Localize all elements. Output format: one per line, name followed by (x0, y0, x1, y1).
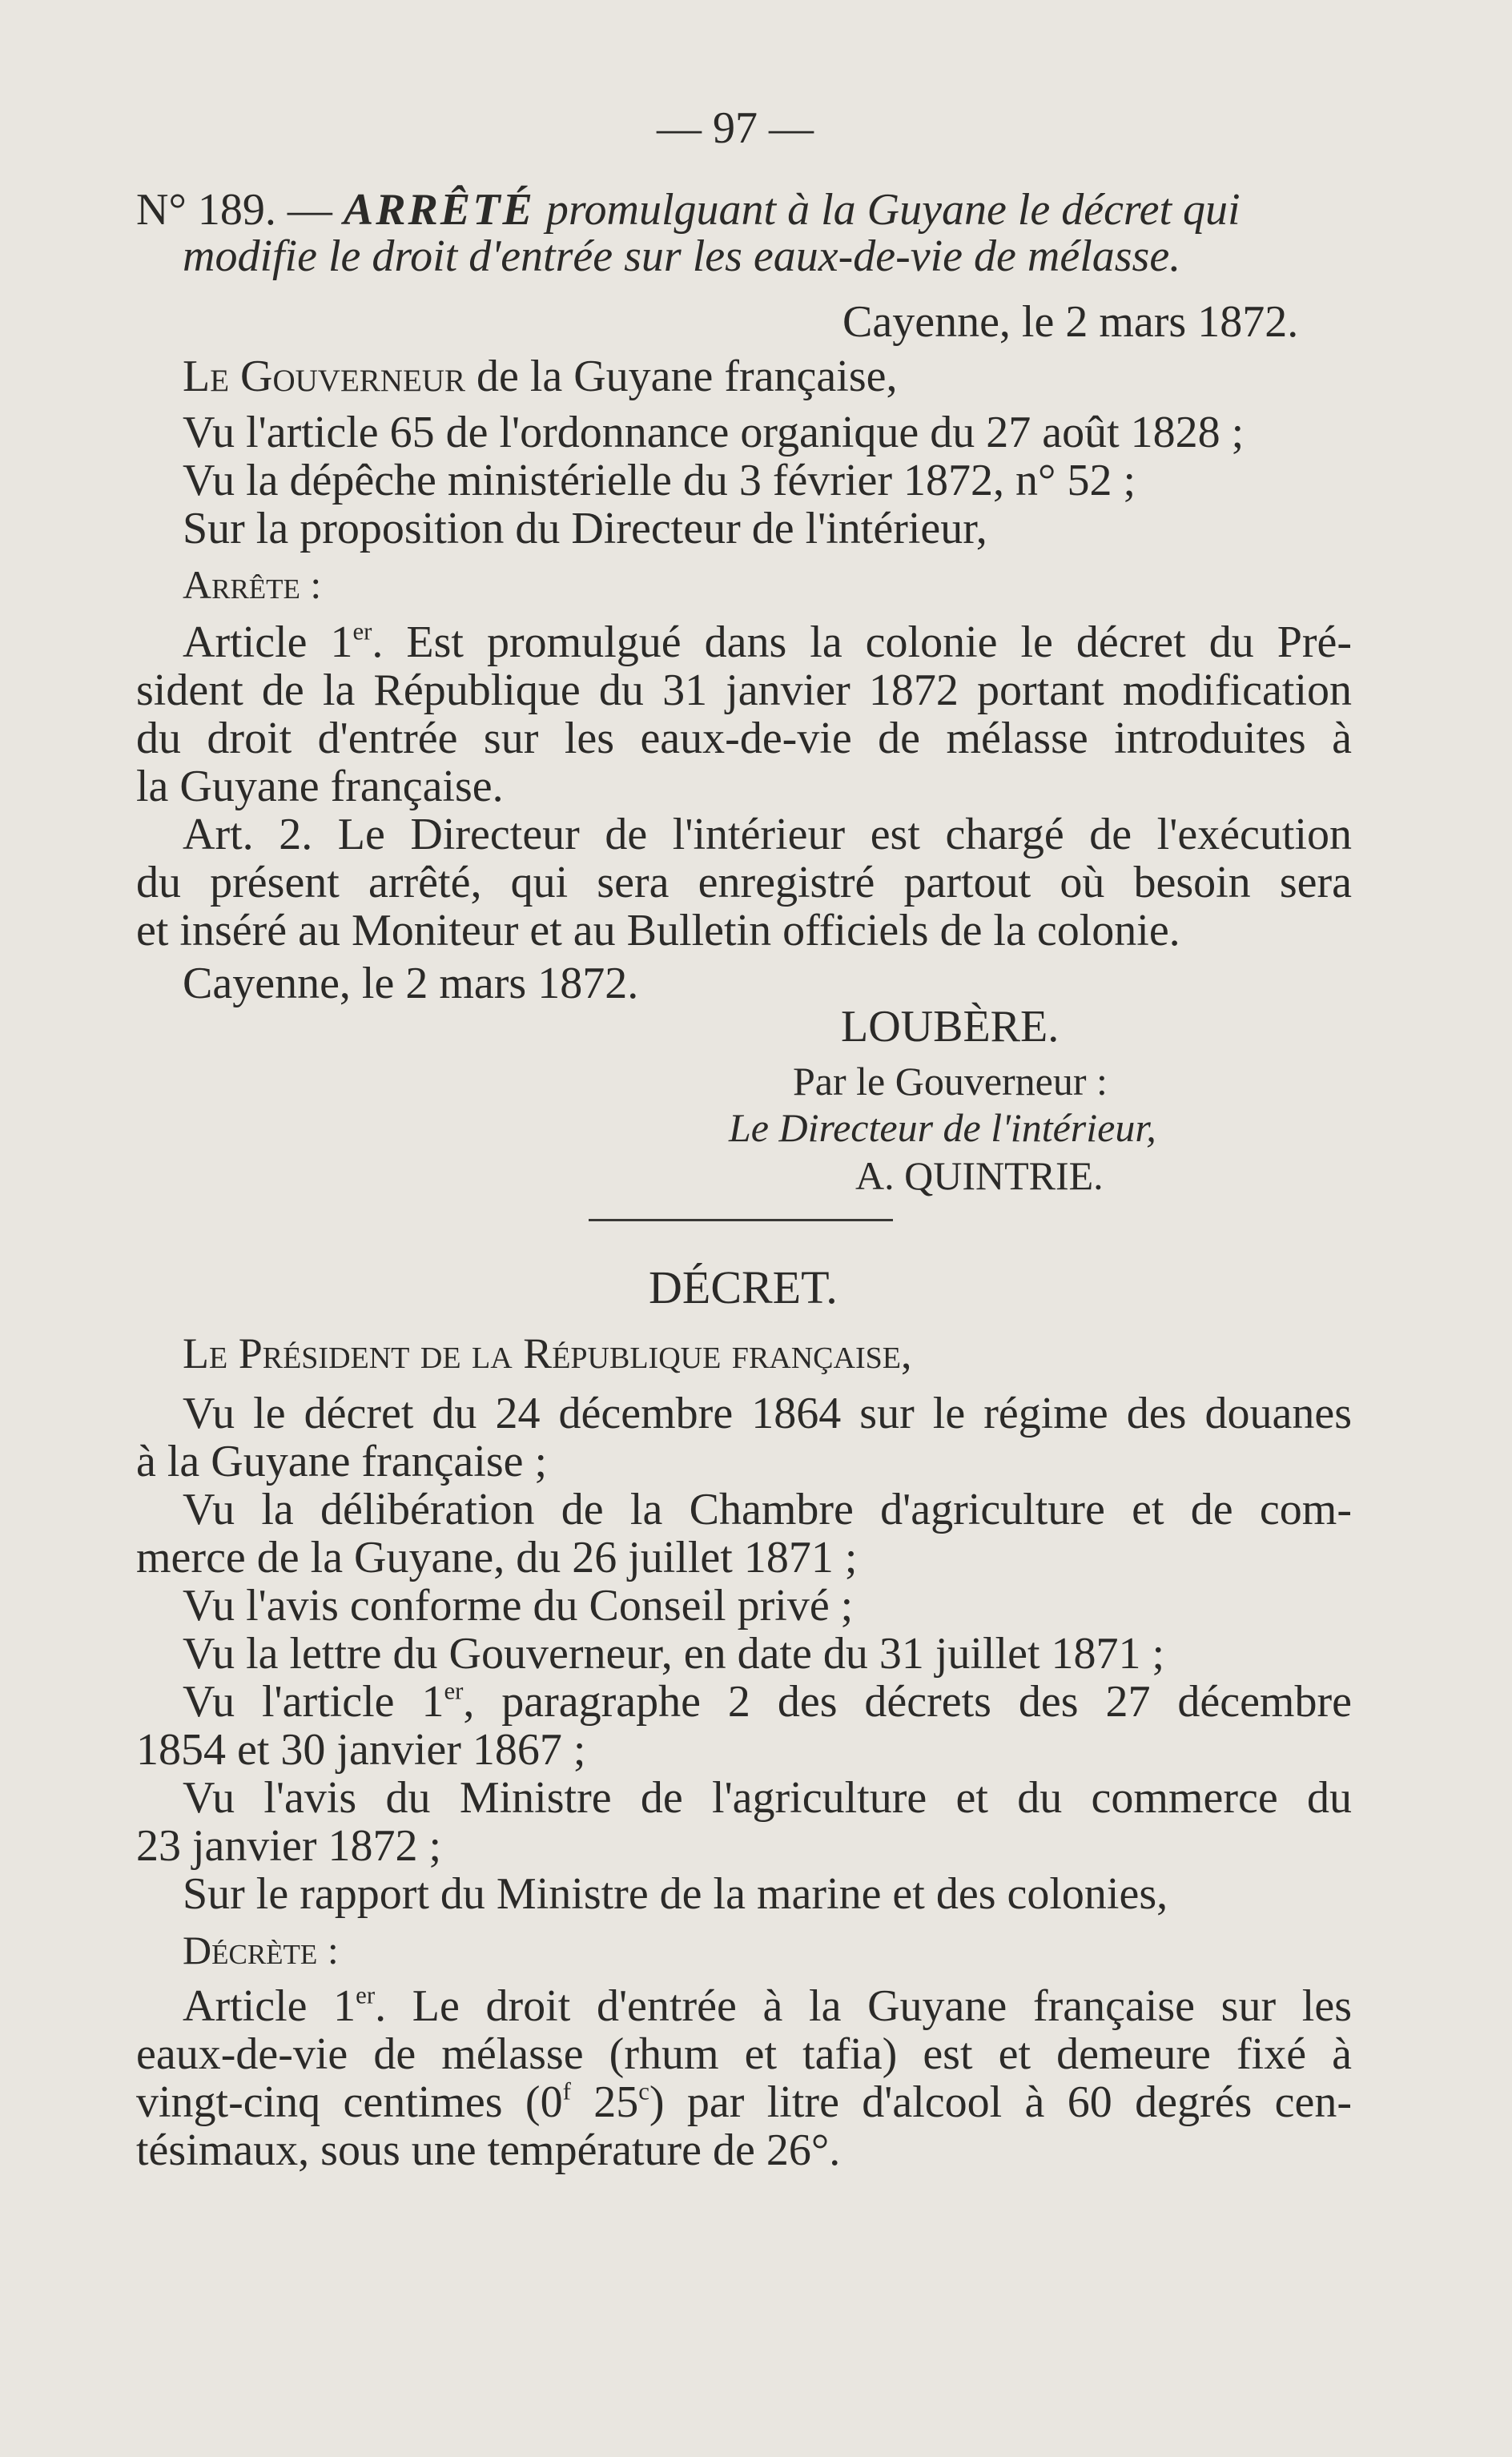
director-name: A. QUINTRIE. (855, 1153, 1104, 1198)
decret-president: Le Président de la République française, (183, 1329, 912, 1377)
rate-text-a: vingt-cinq centimes (0 (136, 2077, 563, 2127)
preamble-rest: de la Guyane française, (464, 352, 898, 401)
arrete-article-1-line-3: du droit d'entrée sur les eaux-de-vie de mélasse introduites à (136, 714, 1352, 763)
rate-sup-c: c (638, 2077, 649, 2105)
arrete-article-2-line-1: Art. 2. Le Directeur de l'intérieur est chargé de l'exécution (183, 810, 1352, 859)
page-number: — 97 — (657, 103, 814, 153)
arrete-kind: ARRÊTÉ (343, 185, 535, 235)
decret-title: DÉCRET. (649, 1261, 838, 1313)
decret-visa-2-line-2: merce de la Guyane, du 26 juillet 1871 ; (136, 1533, 858, 1582)
decret-article-1-line-4: tésimaux, sous une température de 26°. (136, 2125, 841, 2175)
arrete-number: N° 189. — (136, 185, 344, 235)
visa-3: Sur la proposition du Directeur de l'intérieur, (183, 504, 987, 553)
decret-visa-1-line-2: à la Guyane française ; (136, 1437, 548, 1486)
visa-5-text: , paragraphe 2 des décrets des 27 décembre (463, 1677, 1352, 1727)
arrete-word: Arrête : (183, 562, 322, 607)
director-title: Le Directeur de l'intérieur, (729, 1105, 1156, 1150)
visa-2: Vu la dépêche ministérielle du 3 février 1872, n° 52 ; (183, 456, 1136, 505)
visa-1: Vu l'article 65 de l'ordonnance organique du 27 août 1828 ; (183, 408, 1245, 457)
arrete-article-2-line-3: et inséré au Moniteur et au Bulletin officiels de la colonie. (136, 906, 1180, 955)
arrete-title-rest: promulguant à la Guyane le décret qui (534, 185, 1241, 235)
decret-visa-7: Sur le rapport du Ministre de la marine et des colonies, (183, 1869, 1168, 1919)
separator-rule (589, 1219, 893, 1221)
arrete-closing-date: Cayenne, le 2 mars 1872. (183, 959, 639, 1008)
arrete-preamble (183, 352, 897, 400)
arrete-article-1-line-1 (183, 618, 1352, 666)
arrete-title-line-2: modifie le droit d'entrée sur les eaux-de-vie de mélasse. (183, 231, 1181, 281)
arrete-article-2-line-2: du présent arrêté, qui sera enregistré partout où besoin sera (136, 858, 1352, 907)
decret-article-1-line-1 (183, 1982, 1352, 2030)
decret-visa-4: Vu la lettre du Gouverneur, en date du 31 juillet 1871 ; (183, 1629, 1165, 1679)
decret-article-1-line-3 (136, 2078, 1352, 2126)
decret-article-1-head: Article 1 (183, 1981, 356, 2031)
arrete-dateline: Cayenne, le 2 mars 1872. (842, 297, 1299, 347)
rate-sup-f: f (562, 2077, 571, 2105)
decret-visa-1-line-1: Vu le décret du 24 décembre 1864 sur le régime des douanes (183, 1389, 1352, 1438)
arrete-title-line-1 (136, 186, 1352, 234)
decret-article-1-sup: er (356, 1981, 376, 2009)
decret-visa-2-line-1: Vu la délibération de la Chambre d'agriculture et de com- (183, 1485, 1352, 1534)
arrete-article-1-line-4: la Guyane française. (136, 762, 504, 811)
decret-visa-3: Vu l'avis conforme du Conseil privé ; (183, 1581, 854, 1631)
visa-5-sup: er (444, 1677, 464, 1705)
decret-article-1-line-2: eaux-de-vie de mélasse (rhum et tafia) est et demeure fixé à (136, 2029, 1352, 2079)
article-1-sup: er (352, 617, 372, 645)
rate-text-c: ) par litre d'alcool à 60 degrés cen- (649, 2077, 1352, 2127)
visa-5-head: Vu l'article 1 (183, 1677, 444, 1727)
decrete-word: Décrète : (183, 1928, 339, 1972)
rate-text-b: 25 (570, 2077, 639, 2127)
decret-visa-6-line-2: 23 janvier 1872 ; (136, 1821, 442, 1871)
decret-article-1-text: . Le droit d'entrée à la Guyane française sur les (375, 1981, 1352, 2031)
decret-visa-6-line-1: Vu l'avis du Ministre de l'agriculture et du commerce du (183, 1773, 1352, 1823)
arrete-article-1-line-2: sident de la République du 31 janvier 1872 portant modification (136, 666, 1352, 715)
signatory: LOUBÈRE. (841, 1002, 1060, 1052)
decret-visa-5-line-1 (183, 1678, 1352, 1726)
article-1-head: Article 1 (183, 617, 353, 667)
by-governor: Par le Gouverneur : (793, 1059, 1108, 1104)
article-1-text: . Est promulgué dans la colonie le décret du Pré- (372, 617, 1352, 667)
governor-title: Le Gouverneur (183, 352, 465, 401)
decret-visa-5-line-2: 1854 et 30 janvier 1867 ; (136, 1725, 586, 1775)
